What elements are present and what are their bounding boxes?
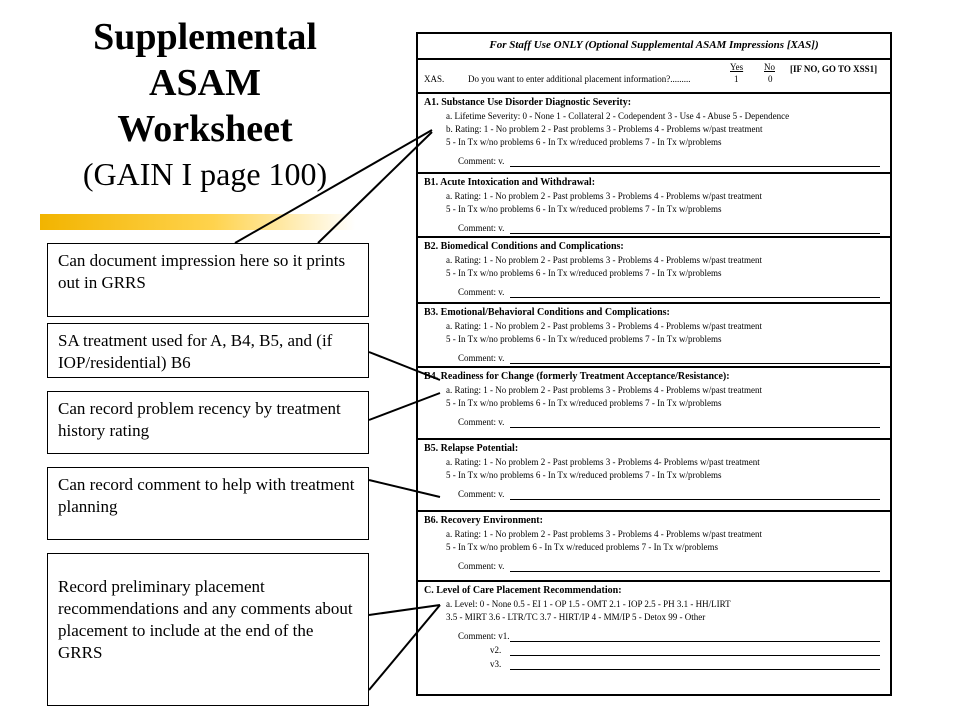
form-section	[418, 304, 890, 368]
section-heading: B6. Recovery Environment:	[424, 515, 543, 526]
section-heading: B3. Emotional/Behavioral Conditions and Complications:	[424, 307, 670, 318]
comment-field[interactable]	[510, 427, 880, 428]
section-rating-row: 5 - In Tx w/no problems 6 - In Tx w/reduced problems 7 - In Tx w/problems	[446, 204, 722, 214]
asam-form	[416, 32, 892, 696]
section-rating-row: 5 - In Tx w/no problems 6 - In Tx w/reduced problems 7 - In Tx w/problems	[446, 268, 722, 278]
title-subtitle: (GAIN I page 100)	[82, 156, 328, 192]
yes-label: Yes	[730, 62, 744, 72]
form-section	[418, 94, 890, 174]
section-heading: A1. Substance Use Disorder Diagnostic Severity:	[424, 97, 632, 108]
xas-row	[418, 60, 890, 94]
no-label: No	[764, 62, 775, 72]
comment-field[interactable]	[510, 233, 880, 234]
comment-field[interactable]	[510, 297, 880, 298]
section-heading: B5. Relapse Potential:	[424, 443, 519, 454]
section-rating-row: b. Rating: 1 - No problem 2 - Past problems 3 - Problems 4 - Problems w/past treatment	[446, 124, 763, 134]
section-heading: B2. Biomedical Conditions and Complications:	[424, 241, 624, 252]
section-rating-row: 5 - In Tx w/no problems 6 - In Tx w/reduced problems 7 - In Tx w/problems	[446, 470, 722, 480]
section-rating-row: a. Rating: 1 - No problem 2 - Past problems 3 - Problems 4 - Problems w/past treatment	[446, 191, 762, 201]
form-section	[418, 440, 890, 512]
section-rating-row: a. Level: 0 - None 0.5 - EI 1 - OP 1.5 - OMT 2.1 - IOP 2.5 - PH 3.1 - HH/LIRT	[446, 599, 731, 609]
form-section	[418, 368, 890, 440]
section-rating-row: 5 - In Tx w/no problem 6 - In Tx w/reduced problems 7 - In Tx w/problems	[446, 542, 718, 552]
comment-label: Comment: v.	[458, 156, 505, 166]
form-section	[418, 238, 890, 304]
comment-label: Comment: v1.	[458, 631, 510, 641]
title-line-3: Worksheet	[117, 108, 293, 150]
comment-field[interactable]	[510, 363, 880, 364]
section-rating-row: a. Lifetime Severity: 0 - None 1 - Collateral 2 - Codependent 3 - Use 4 - Abuse 5 - Dependence	[446, 111, 790, 121]
comment-label: Comment: v.	[458, 223, 505, 233]
comment-field[interactable]	[510, 655, 880, 656]
xas-skip-note: [IF NO, GO TO XSS1]	[790, 64, 878, 74]
comment-field[interactable]	[510, 166, 880, 167]
form-header-text: For Staff Use ONLY (Optional Supplemental ASAM Impressions [XAS])	[489, 39, 819, 51]
comment-label: Comment: v.	[458, 353, 505, 363]
callout-document-impression: Can document impression here so it prints out in GRRS	[47, 243, 369, 317]
form-section	[418, 582, 890, 698]
section-heading: C. Level of Care Placement Recommendation:	[424, 585, 622, 596]
comment-field[interactable]	[510, 669, 880, 670]
section-rating-row: 3.5 - MIRT 3.6 - LTR/TC 3.7 - HIRT/IP 4 - MM/IP 5 - Detox 99 - Other	[446, 612, 706, 622]
comment-label: Comment: v.	[458, 417, 505, 427]
gold-accent-bar	[40, 214, 355, 230]
section-rating-row: 5 - In Tx w/no problems 6 - In Tx w/reduced problems 7 - In Tx w/problems	[446, 398, 722, 408]
comment-extra-label: v2.	[490, 645, 502, 655]
form-header	[418, 34, 890, 60]
no-value[interactable]: 0	[768, 74, 773, 84]
section-rating-row: a. Rating: 1 - No problem 2 - Past problems 3 - Problems 4- Problems w/past treatment	[446, 457, 760, 467]
section-heading: B1. Acute Intoxication and Withdrawal:	[424, 177, 596, 188]
comment-label: Comment: v.	[458, 489, 505, 499]
callout-placement-recommendations: Record preliminary placement recommendations and any comments about placement to include at the end of the GRRS	[47, 553, 369, 706]
title-line-2: ASAM	[149, 62, 261, 104]
callout-sa-treatment: SA treatment used for A, B4, B5, and (if IOP/residential) B6	[47, 323, 369, 378]
xas-code: XAS.	[424, 74, 445, 84]
callout-problem-recency: Can record problem recency by treatment history rating	[47, 391, 369, 454]
section-rating-row: a. Rating: 1 - No problem 2 - Past problems 3 - Problems 4 - Problems w/past treatment	[446, 529, 762, 539]
section-rating-row: 5 - In Tx w/no problems 6 - In Tx w/reduced problems 7 - In Tx w/problems	[446, 137, 722, 147]
comment-label: Comment: v.	[458, 287, 505, 297]
title-line-1: Supplemental	[93, 16, 317, 58]
form-section	[418, 174, 890, 238]
comment-field[interactable]	[510, 641, 880, 642]
section-rating-row: a. Rating: 1 - No problem 2 - Past problems 3 - Problems 4 - Problems w/past treatment	[446, 385, 762, 395]
comment-field[interactable]	[510, 571, 880, 572]
worksheet-title	[40, 14, 370, 194]
section-rating-row: a. Rating: 1 - No problem 2 - Past problems 3 - Problems 4 - Problems w/past treatment	[446, 255, 762, 265]
comment-field[interactable]	[510, 499, 880, 500]
comment-label: Comment: v.	[458, 561, 505, 571]
yes-value[interactable]: 1	[734, 74, 739, 84]
comment-extra-label: v3.	[490, 659, 502, 669]
xas-question: Do you want to enter additional placement information?.........	[468, 74, 691, 84]
callout-comment-planning: Can record comment to help with treatment planning	[47, 467, 369, 540]
section-rating-row: a. Rating: 1 - No problem 2 - Past problems 3 - Problems 4 - Problems w/past treatment	[446, 321, 762, 331]
form-section	[418, 512, 890, 582]
section-rating-row: 5 - In Tx w/no problems 6 - In Tx w/reduced problems 7 - In Tx w/problems	[446, 334, 722, 344]
section-heading: B4. Readiness for Change (formerly Treatment Acceptance/Resistance):	[424, 371, 730, 382]
